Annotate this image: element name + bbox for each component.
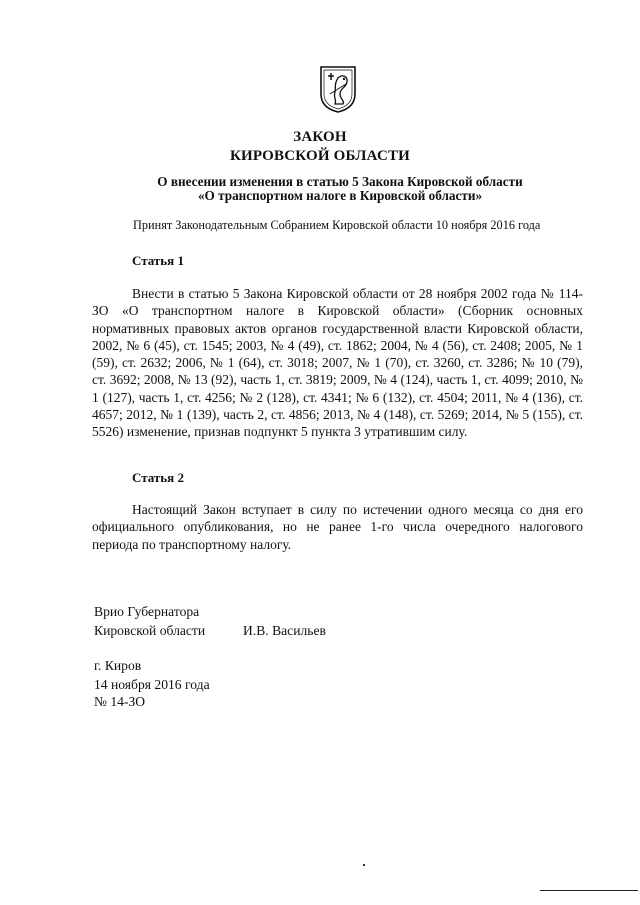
footer-rule: [540, 890, 638, 891]
issue-city: г. Киров: [94, 658, 142, 673]
signatory-position-line2: Кировской области: [94, 623, 206, 638]
signatory-position-line1: Врио Губернатора: [94, 604, 200, 619]
article-2-text: Настоящий Закон вступает в силу по истечении одного месяца со дня его официального опубликования, но не ранее 1-го числа очередного налогового периода по транспортному налогу.: [92, 502, 583, 552]
coat-of-arms-icon: [318, 64, 358, 114]
page-mark: [363, 864, 365, 866]
region-title: КИРОВСКОЙ ОБЛАСТИ: [229, 148, 411, 164]
adoption-note: Принят Законодательным Собранием Кировской области 10 ноября 2016 года: [133, 218, 541, 232]
article-1-text: Внести в статью 5 Закона Кировской области от 28 ноября 2002 года № 114-ЗО «О транспортном налоге в Кировской области» (Сборник основных нормативных правовых актов органов государственной власти Кировской области, 2002, № 6 (45), ст. 1545; 2003, № 4 (49), ст. 1862; 2004, № 4 (56), ст. 2408; 2005, № 1 (59), ст. 2632; 2006, № 1 (64), ст. 3018; 2007, № 1 (70), ст. 3260, ст. 3286; № 10 (79), ст. 3692; 2008, № 13 (92), часть 1, ст. 3819; 2009, № 4 (124), часть 1, ст. 4099; 2010, № 1 (127), часть 1, ст. 4256; № 2 (128), ст. 4341; № 6 (132), ст. 4504; 2011, № 4 (136), ст. 4657; 2012, № 1 (139), часть 2, ст. 4856; 2013, № 4 (148), ст. 5269; 2014, № 5 (155), ст. 5526) изменение, признав подпункт 5 пункта 3 утратившим силу.: [92, 286, 583, 440]
article-2-heading: Статья 2: [132, 470, 184, 485]
law-subtitle-line1: О внесении изменения в статью 5 Закона Кировской области: [157, 174, 523, 189]
issue-date: 14 ноября 2016 года: [94, 677, 210, 692]
law-subtitle-line2: «О транспортном налоге в Кировской области»: [197, 188, 483, 203]
article-1-heading: Статья 1: [132, 253, 184, 268]
document-type-title: ЗАКОН: [293, 129, 347, 145]
law-number: № 14-ЗО: [94, 694, 146, 709]
signatory-name: И.В. Васильев: [243, 623, 326, 638]
